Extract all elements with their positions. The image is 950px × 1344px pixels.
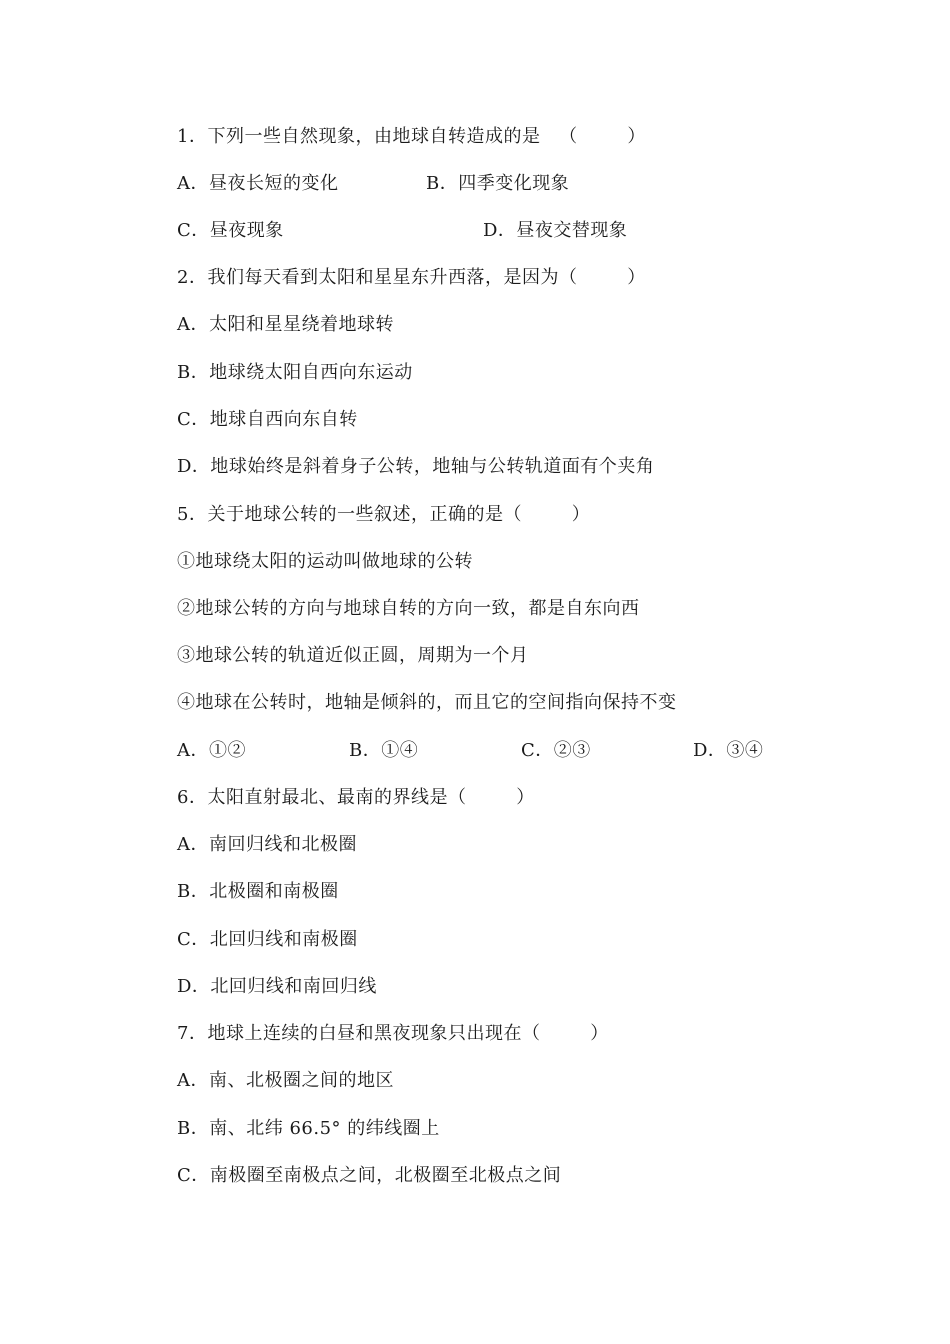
question-2-option-c: C．地球自西向东自转 — [177, 409, 358, 430]
question-7-option-c: C．南极圈至南极点之间，北极圈至北极点之间 — [177, 1165, 562, 1186]
question-5-option-b: B．①④ — [349, 740, 419, 761]
question-5-option-d: D．③④ — [693, 740, 764, 761]
question-5-statement-2: ②地球公转的方向与地球自转的方向一致，都是自东向西 — [177, 598, 640, 619]
question-5-statement-1: ①地球绕太阳的运动叫做地球的公转 — [177, 551, 473, 572]
question-7-option-b: B．南、北纬 66.5° 的纬线圈上 — [177, 1118, 440, 1139]
question-5-option-a: A．①② — [177, 740, 246, 761]
question-5-statement-3: ③地球公转的轨道近似正圆，周期为一个月 — [177, 645, 529, 666]
question-2-option-b: B．地球绕太阳自西向东运动 — [177, 362, 413, 383]
question-5-stem: 5．关于地球公转的一些叙述，正确的是（ ） — [177, 504, 591, 525]
question-7-option-a: A．南、北极圈之间的地区 — [177, 1070, 394, 1091]
question-6-option-c: C．北回归线和南极圈 — [177, 929, 358, 950]
question-6-option-a: A．南回归线和北极圈 — [177, 834, 357, 855]
question-2-stem: 2．我们每天看到太阳和星星东升西落，是因为（ ） — [177, 267, 646, 288]
question-1-option-b: B．四季变化现象 — [426, 173, 570, 194]
question-2-option-d: D．地球始终是斜着身子公转，地轴与公转轨道面有个夹角 — [177, 456, 655, 477]
question-7-stem: 7．地球上连续的白昼和黑夜现象只出现在（ ） — [177, 1023, 609, 1044]
question-6-option-b: B．北极圈和南极圈 — [177, 881, 339, 902]
question-1-option-a: A．昼夜长短的变化 — [177, 173, 339, 194]
question-5-statement-4: ④地球在公转时，地轴是倾斜的，而且它的空间指向保持不变 — [177, 692, 677, 713]
question-6-option-d: D．北回归线和南回归线 — [177, 976, 377, 997]
question-6-stem: 6．太阳直射最北、最南的界线是（ ） — [177, 787, 535, 808]
question-1-stem: 1．下列一些自然现象，由地球自转造成的是 （ ） — [177, 126, 646, 147]
question-5-option-c: C．②③ — [521, 740, 591, 761]
question-1-option-d: D．昼夜交替现象 — [483, 220, 628, 241]
question-2-option-a: A．太阳和星星绕着地球转 — [177, 314, 394, 335]
question-1-option-c: C．昼夜现象 — [177, 220, 284, 241]
